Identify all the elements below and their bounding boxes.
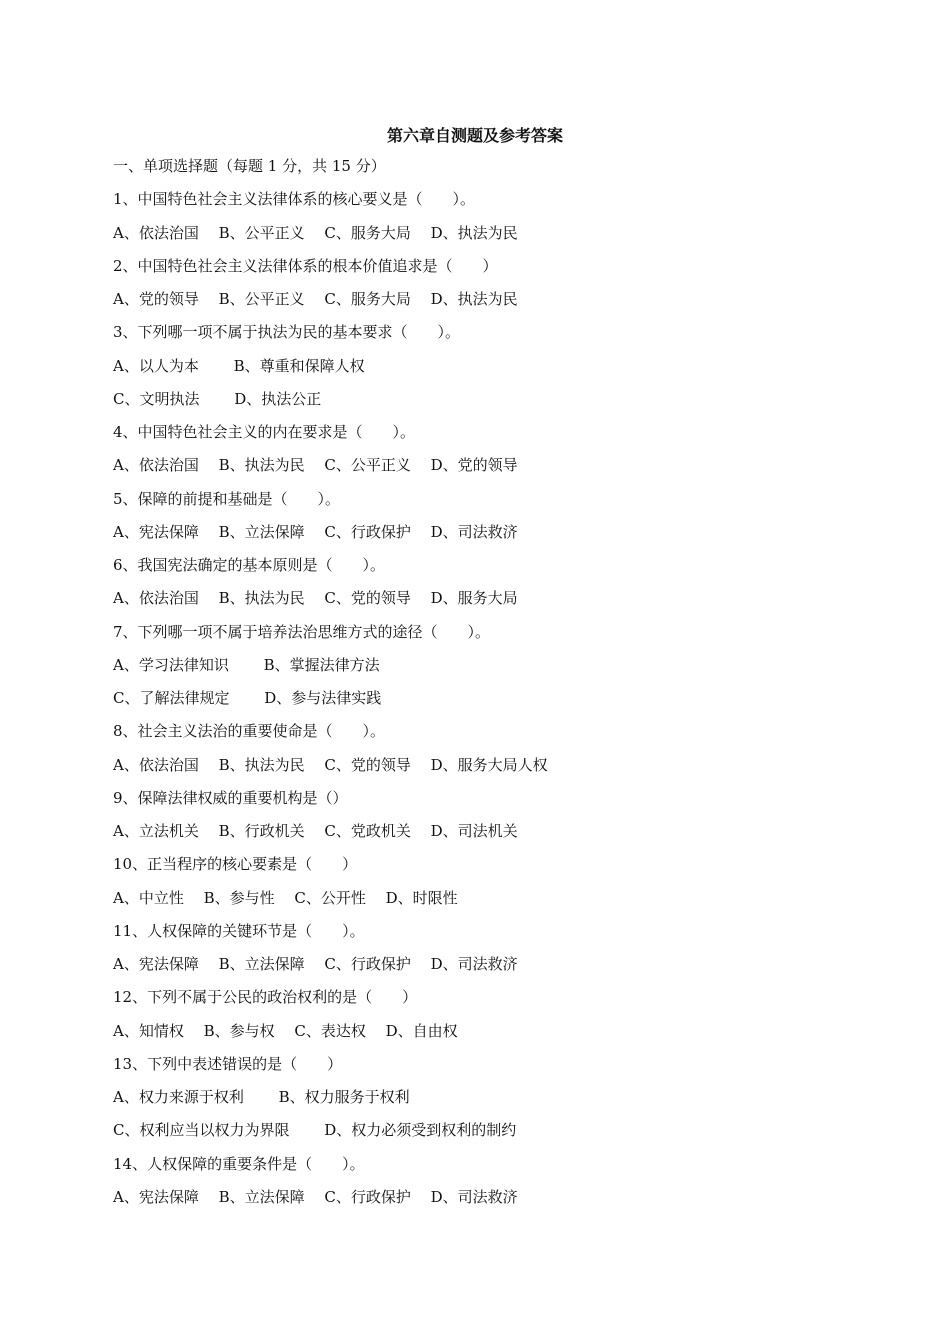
question-13-options-ab: A、权力来源于权利 B、权力服务于权利 [113, 1088, 410, 1106]
question-9: 9、保障法律权威的重要机构是（） [113, 788, 348, 807]
question-1-options: A、依法治国 B、公平正义 C、服务大局 D、执法为民 [113, 223, 518, 242]
question-14-options: A、宪法保障 B、立法保障 C、行政保护 D、司法救济 [113, 1187, 518, 1206]
question-13-options-cd: C、权利应当以权力为界限 D、权力必须受到权利的制约 [113, 1121, 517, 1140]
question-6-options: A、依法治国 B、执法为民 C、党的领导 D、服务大局 [113, 589, 518, 608]
section-heading: 一、单项选择题（每题 1 分，共 15 分） [113, 157, 386, 175]
question-4-options: A、依法治国 B、执法为民 C、公平正义 D、党的领导 [113, 456, 518, 475]
question-12-options: A、知情权 B、参与权 C、表达权 D、自由权 [113, 1021, 458, 1040]
question-9-options: A、立法机关 B、行政机关 C、党政机关 D、司法机关 [113, 822, 518, 840]
question-7-options-cd: C、了解法律规定 D、参与法律实践 [113, 689, 382, 707]
question-1: 1、中国特色社会主义法律体系的核心要义是（ ）。 [113, 190, 476, 209]
question-7: 7、下列哪一项不属于培养法治思维方式的途径（ ）。 [113, 622, 491, 641]
question-7-options-ab: A、学习法律知识 B、掌握法律方法 [113, 655, 380, 674]
question-5: 5、保障的前提和基础是（ ）。 [113, 489, 341, 508]
question-11-options: A、宪法保障 B、立法保障 C、行政保护 D、司法救济 [113, 955, 518, 973]
question-10-options: A、中立性 B、参与性 C、公开性 D、时限性 [113, 888, 458, 907]
question-12: 12、下列不属于公民的政治权利的是（ ） [113, 988, 418, 1007]
question-8: 8、社会主义法治的重要使命是（ ）。 [113, 722, 386, 741]
question-5-options: A、宪法保障 B、立法保障 C、行政保护 D、司法救济 [113, 522, 518, 541]
question-3: 3、下列哪一项不属于执法为民的基本要求（ ）。 [113, 323, 461, 342]
question-3-options-cd: C、文明执法 D、执法公正 [113, 389, 322, 408]
question-11: 11、人权保障的关键环节是（ ）。 [113, 921, 365, 940]
question-2: 2、中国特色社会主义法律体系的根本价值追求是（ ） [113, 256, 498, 275]
question-10: 10、正当程序的核心要素是（ ） [113, 855, 358, 874]
question-14: 14、人权保障的重要条件是（ ）。 [113, 1154, 365, 1173]
document-body [113, 150, 873, 1214]
question-3-options-ab: A、以人为本 B、尊重和保障人权 [113, 356, 365, 375]
question-4: 4、中国特色社会主义的内在要求是（ ）。 [113, 423, 416, 441]
question-6: 6、我国宪法确定的基本原则是（ ）。 [113, 556, 386, 574]
document-title: 第六章自测题及参考答案 [386, 126, 563, 145]
question-13: 13、下列中表述错误的是（ ） [113, 1054, 343, 1073]
question-8-options: A、依法治国 B、执法为民 C、党的领导 D、服务大局人权 [113, 755, 548, 774]
question-2-options: A、党的领导 B、公平正义 C、服务大局 D、执法为民 [113, 290, 518, 308]
